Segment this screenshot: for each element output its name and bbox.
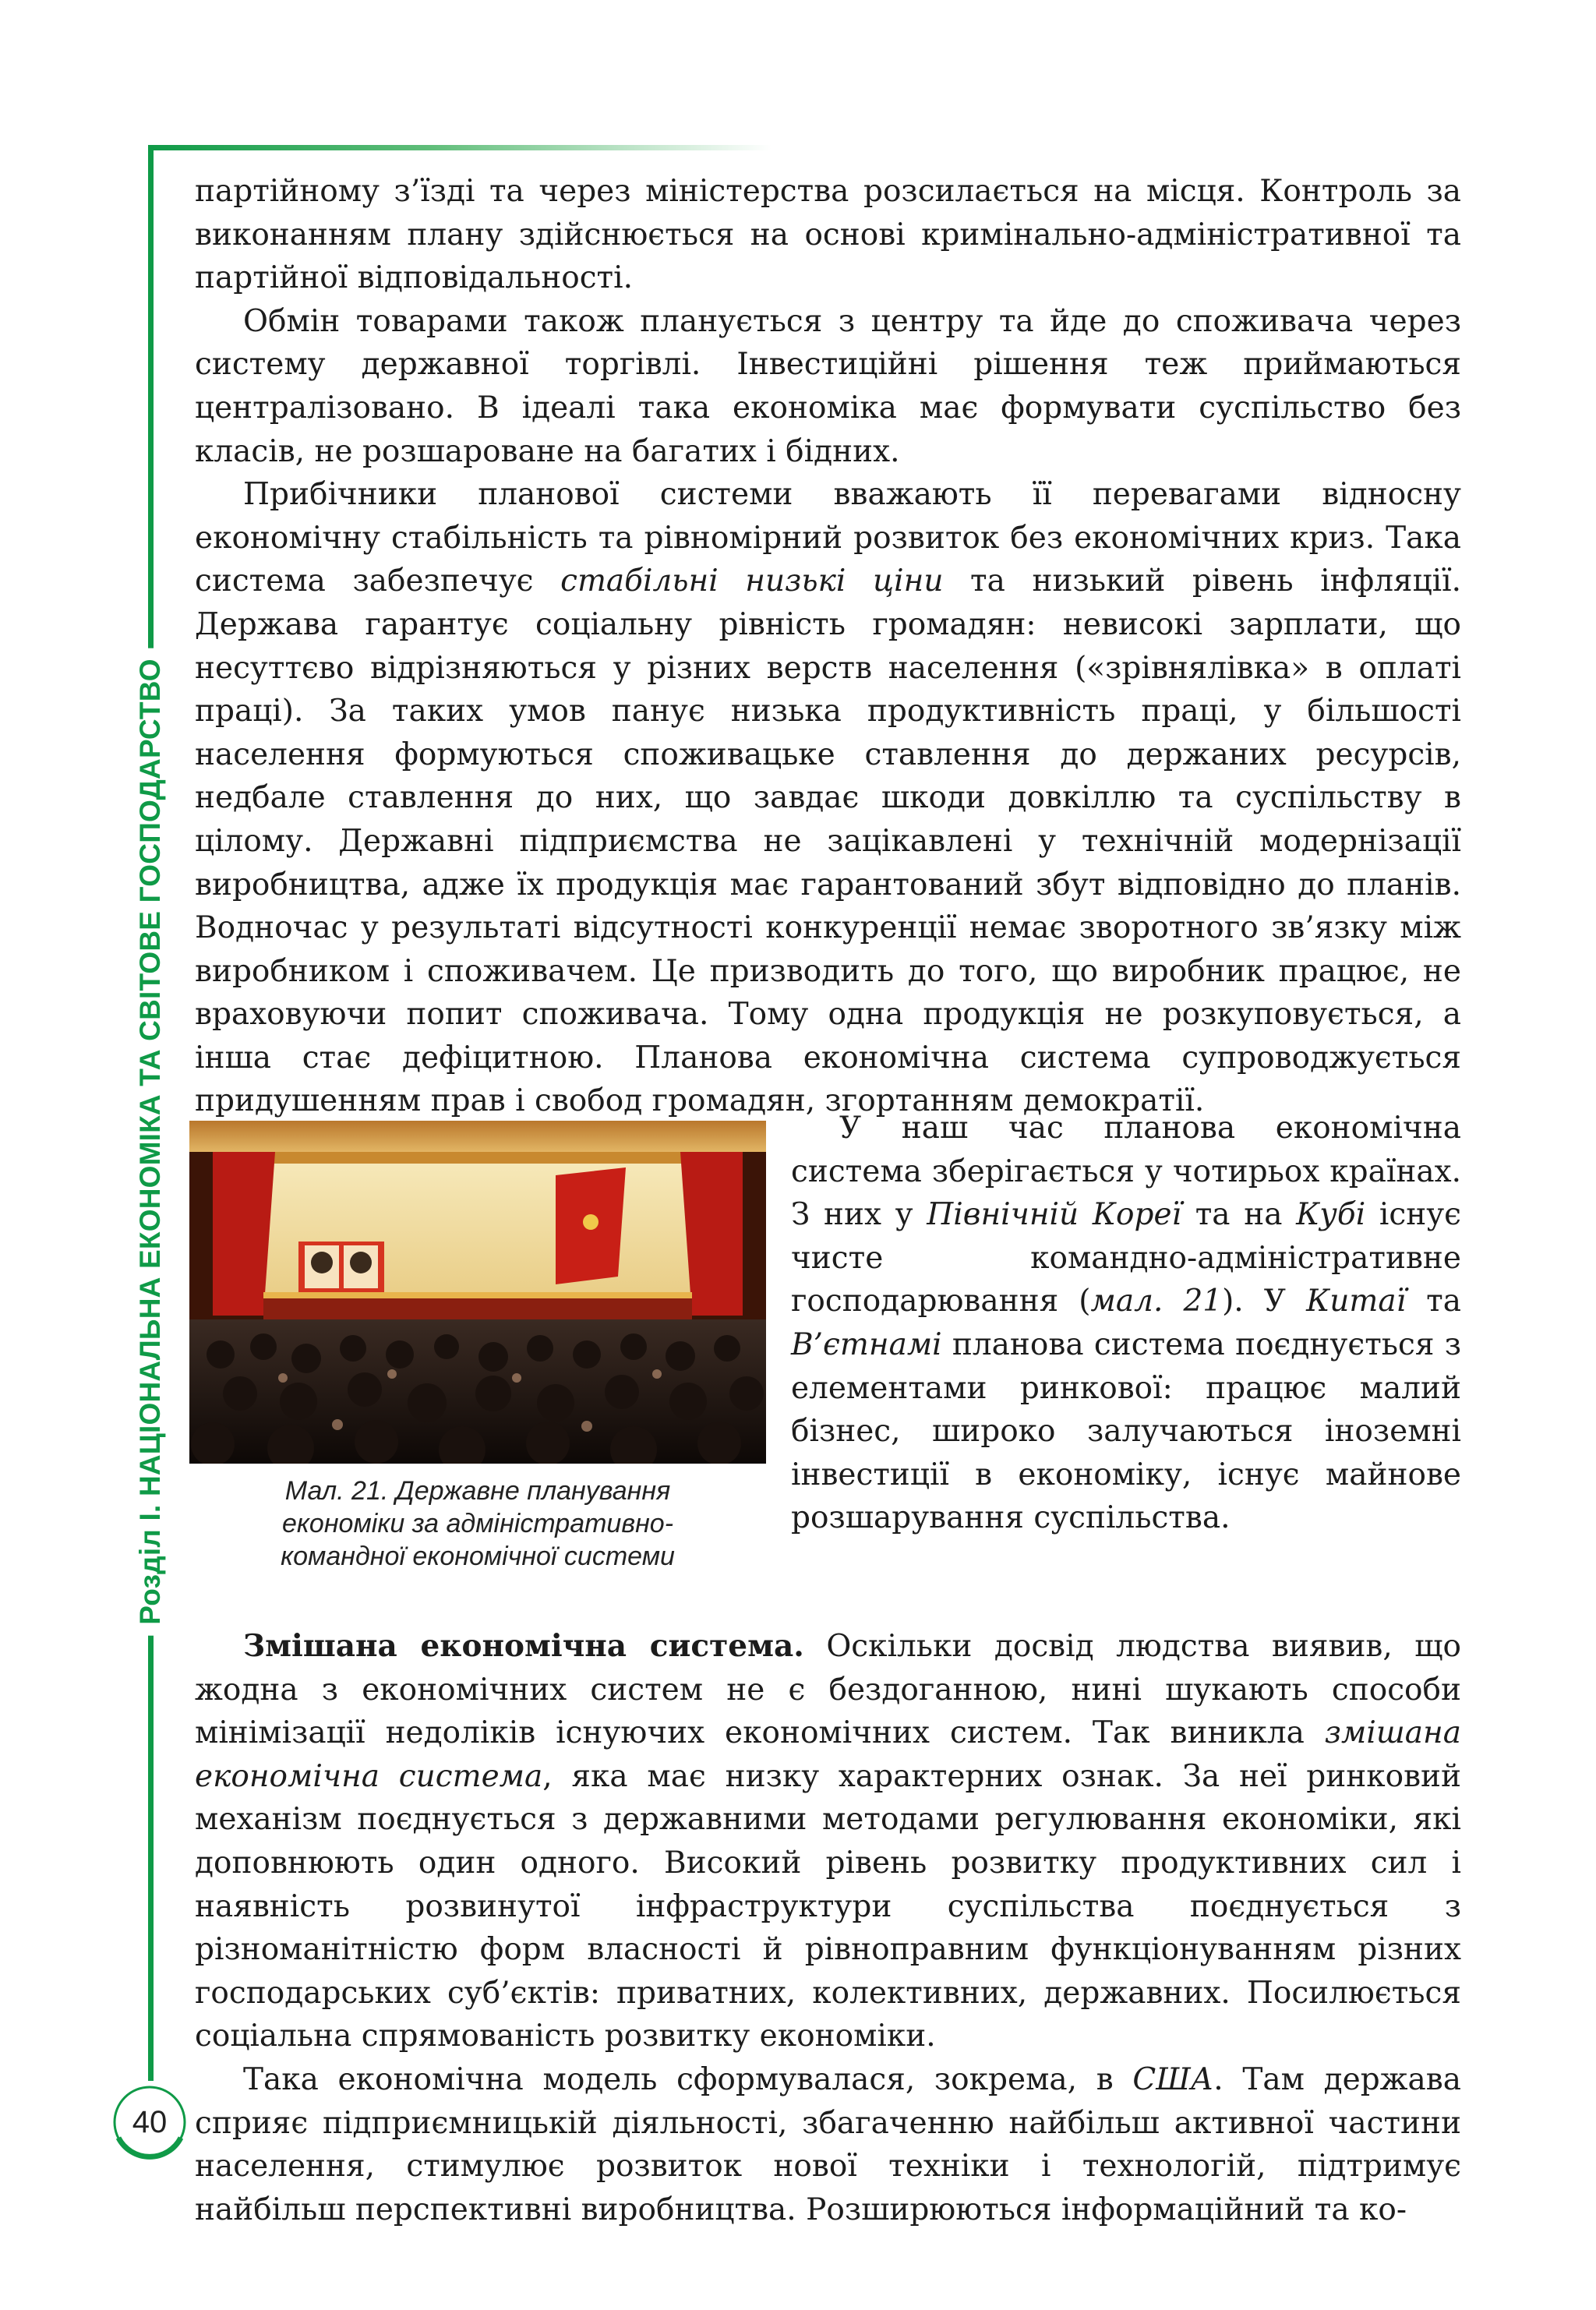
- congress-photo: [189, 1121, 766, 1464]
- text-run: Кубі: [1296, 1197, 1366, 1233]
- section-title: Розділ І. НАЦІОНАЛЬНА ЕКОНОМІКА ТА СВІТОВЕ ГОСПОДАРСТВО: [134, 648, 167, 1635]
- caption-line-3: командної економічної системи: [281, 1542, 675, 1571]
- paragraph-1: [195, 170, 1461, 300]
- text-run: , яка має низку характерних ознак. За неї ринковий механізм поєднується з державними методами регулювання економіки, які доповнюють один одного. Високий рівень розвитку продуктивних сил і наявність розвинутої інфраструктури суспільства поєднується з різноманітністю форм власності й рівноправним функціонуванням різних господарських суб’єктів: приватних, колективних, державних. Посилюється соціальна спрямованість розвитку економіки.: [195, 1758, 1462, 2054]
- caption-line-1: Мал. 21. Державне планування: [284, 1476, 671, 1506]
- text-run: У наш час планова економічна система зберігається у чотирьох країнах. З них у: [791, 1111, 1461, 1233]
- paragraph-2: [195, 300, 1461, 473]
- text-run: існує чисте командно-адміністративне господарювання (: [791, 1197, 1461, 1319]
- side-rule-lower: [148, 1582, 154, 2081]
- text-run: Китаї: [1306, 1284, 1407, 1319]
- caption-line-2: економіки за адміністративно-: [281, 1509, 674, 1538]
- top-rule: [148, 145, 772, 150]
- text-run: та низький рівень інфляції. Держава гарантує соціальну рівність громадян: невисокі зарплати, що несуттєво відрізняються у різних верств населення («зрівнялівка» в оплаті праці). За таких умов панує низька продуктивність праці, у більшості населення формуються споживацьке ставлення до держаних ресурсів, недбале ставлення до них, що завдає шкоди довкіллю та суспільству в цілому. Державні підприємства не зацікавлені у технічній модернізації виробництва, адже їх продукція має гарантований збут відповідно до планів. Водночас у результаті відсутності конкуренції немає зворотного зв’язку між виробником і споживачем. Це призводить до того, що виробник працює, не враховуючи попит споживача. Тому одна продукція не розкуповується, а інша стає дефіцитною. Планова економічна система супроводжується придушенням прав і свобод громадян, згортанням демократії.: [195, 563, 1461, 1119]
- text-run: Оскільки досвід людства виявив, що жодна з економічних систем не є бездоганною, нині шукають способи мінімізації недоліків існуючих економічних систем. Так виникла: [195, 1629, 1461, 1751]
- text-block-top: [195, 170, 1461, 1123]
- paragraph-5: [195, 1625, 1461, 2058]
- page-number-badge: [107, 2079, 192, 2165]
- text-run: ). У: [1222, 1284, 1307, 1319]
- paragraph-3: [195, 473, 1461, 1123]
- text-run: Прибічники планової системи вважають її перевагами відносну економічну стабільність та рівномірний розвиток без економічних криз. Така система забезпечує: [195, 477, 1461, 599]
- text-run: та: [1406, 1284, 1461, 1319]
- text-run: планова система поєднується з елементами ринкової: працює малий бізнес, широко залучаються іноземні інвестиції в економіку, існує майнове розшарування суспільства.: [791, 1326, 1461, 1536]
- text-block-right: [791, 1107, 1461, 1540]
- photo-caption: [189, 1475, 766, 1573]
- text-run: Змішана економічна система.: [243, 1628, 804, 1664]
- text-run: Північній Кореї: [927, 1197, 1182, 1233]
- text-run: В’єтнамі: [791, 1326, 942, 1362]
- text-run: та на: [1181, 1197, 1297, 1233]
- text-run: змішана економічна система: [195, 1715, 1461, 1794]
- paragraph-4: [791, 1107, 1461, 1540]
- text-run: . Там держава сприяє підприємницькій діяльності, збагаченню найбільш активної частини населення, стимулює розвиток нової техніки і технологій, підтримує найбільш перспективні виробництва. Розширюються інформаційний та ко-: [195, 2061, 1461, 2227]
- text-run: Обмін товарами також планується з центру та йде до споживача через систему державної торгівлі. Інвестиційні рішення теж приймаються централізовано. В ідеалі така економіка має формувати суспільство без класів, не розшароване на багатих і бідних.: [195, 303, 1461, 469]
- side-rule: [148, 145, 154, 706]
- paragraph-6: [195, 2058, 1461, 2231]
- text-run: стабільні низькі ціни: [560, 563, 944, 599]
- text-run: Така економічна модель сформувалася, зокрема, в: [243, 2061, 1133, 2097]
- text-run: мал. 21: [1090, 1284, 1223, 1319]
- page-number: 40: [132, 2105, 168, 2139]
- text-block-bottom: [195, 1625, 1461, 2231]
- text-run: партійному з’їзді та через міністерства розсилається на місця. Контроль за виконанням плану здійснюється на основі кримінально-адміністративної та партійної відповідальності.: [195, 174, 1461, 296]
- text-run: США: [1132, 2061, 1214, 2097]
